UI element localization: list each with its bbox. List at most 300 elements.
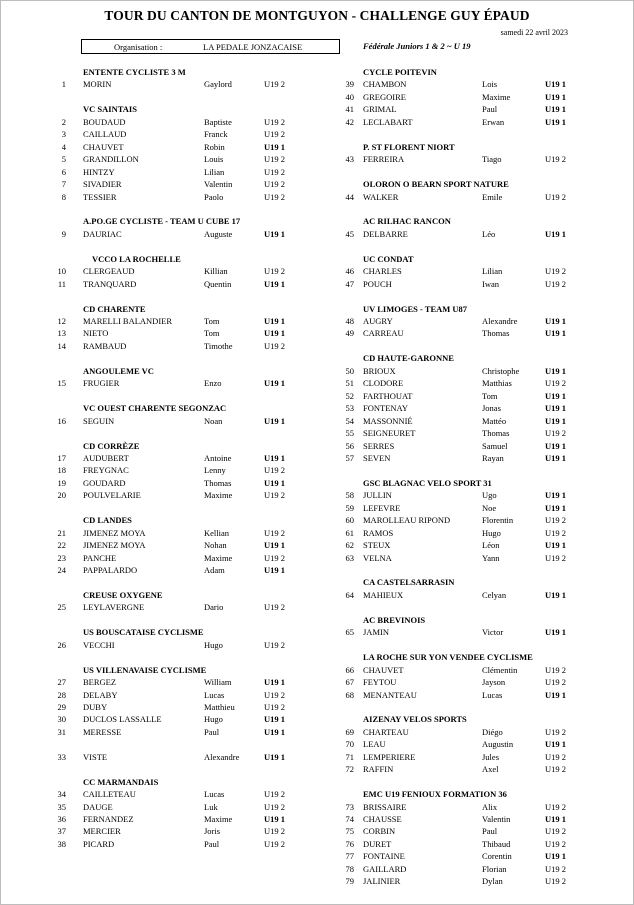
bib-number: 46 [345, 266, 354, 277]
bib-number: 55 [345, 428, 354, 439]
rider-first-name: Tom [482, 390, 498, 401]
rider-first-name: Paul [204, 838, 220, 849]
rider-last-name: FEYTOU [363, 677, 397, 688]
rider-first-name: Hugo [482, 527, 501, 538]
rider-last-name: SERRES [363, 440, 395, 451]
rider-category: U19 1 [264, 540, 286, 551]
rider-last-name: FERREIRA [363, 154, 405, 165]
rider-first-name: Tom [204, 328, 220, 339]
rider-first-name: Thibaud [482, 838, 511, 849]
rider-last-name: FREYGNAC [83, 465, 129, 476]
rider-first-name: Hugo [204, 714, 223, 725]
rider-first-name: Thomas [204, 477, 232, 488]
rider-first-name: Maxime [204, 552, 233, 563]
rider-category: U19 1 [264, 228, 286, 239]
bib-number: 28 [57, 689, 66, 700]
bib-number: 50 [345, 365, 354, 376]
rider-first-name: Jonas [482, 403, 501, 414]
rider-category: U19 1 [545, 116, 567, 127]
bib-number: 7 [61, 179, 66, 190]
rider-first-name: Franck [204, 129, 228, 140]
rider-category: U19 1 [545, 589, 567, 600]
team-name: CA CASTELSARRASIN [363, 577, 455, 588]
team-name: UV LIMOGES - TEAM U87 [363, 303, 468, 314]
rider-last-name: MERCIER [83, 826, 121, 837]
rider-first-name: Antoine [204, 452, 232, 463]
rider-category: U19 2 [264, 129, 286, 140]
rider-first-name: Tiago [482, 154, 502, 165]
rider-last-name: DUBY [83, 701, 108, 712]
bib-number: 37 [57, 826, 66, 837]
rider-category: U19 1 [545, 228, 567, 239]
rider-last-name: GREGOIRE [363, 91, 406, 102]
rider-category: U19 1 [264, 328, 286, 339]
rider-category: U19 1 [264, 814, 286, 824]
bib-number: 53 [345, 403, 354, 414]
bib-number: 15 [57, 378, 66, 389]
rider-first-name: Thomas [482, 328, 510, 339]
bib-number: 11 [57, 278, 66, 289]
bib-number: 29 [57, 701, 66, 712]
rider-first-name: Dario [204, 602, 224, 613]
rider-category: U19 2 [545, 552, 567, 563]
team-name: US VILLENAVAISE CYCLISME [83, 664, 207, 675]
rider-first-name: Enzo [204, 378, 222, 389]
bib-number: 58 [345, 490, 354, 501]
bib-number: 76 [345, 838, 354, 849]
bib-number: 77 [345, 851, 354, 862]
rider-first-name: Paul [482, 826, 498, 837]
bib-number: 59 [345, 502, 354, 513]
rider-first-name: Hugo [204, 639, 223, 650]
bib-number: 31 [57, 726, 66, 737]
rider-first-name: Maxime [204, 814, 233, 824]
bib-number: 18 [57, 465, 66, 476]
bib-number: 51 [345, 378, 354, 389]
rider-category: U19 1 [545, 502, 567, 513]
rider-first-name: William [204, 677, 232, 688]
rider-first-name: Auguste [204, 228, 233, 239]
bib-number: 33 [57, 751, 66, 762]
rider-category: U19 2 [545, 154, 567, 165]
rider-category: U19 2 [264, 838, 286, 849]
rider-category: U19 2 [264, 79, 286, 90]
rider-first-name: Lenny [204, 465, 226, 476]
rider-first-name: Christophe [482, 365, 520, 376]
rider-category: U19 2 [264, 166, 286, 177]
rider-first-name: Erwan [482, 116, 505, 127]
rider-last-name: DURET [363, 838, 392, 849]
bib-number: 61 [345, 527, 354, 538]
rider-last-name: VELNA [363, 552, 392, 563]
team-name: P. ST FLORENT NIORT [363, 141, 455, 152]
rider-last-name: TESSIER [83, 191, 117, 202]
rider-last-name: CAILLETEAU [83, 789, 136, 800]
rider-category: U19 2 [264, 639, 286, 650]
bib-number: 4 [61, 141, 66, 152]
rider-category: U19 1 [264, 278, 286, 289]
rider-category: U19 2 [545, 764, 567, 775]
rider-last-name: MASSONNIÉ [363, 415, 413, 426]
rider-last-name: MAROLLEAU RIPOND [363, 515, 451, 526]
rider-category: U19 2 [264, 689, 286, 700]
bib-number: 63 [345, 552, 354, 563]
bib-number: 34 [57, 789, 66, 800]
bib-number: 9 [61, 228, 66, 239]
rider-category: U19 1 [264, 714, 286, 725]
rider-last-name: GOUDARD [83, 477, 126, 488]
bib-number: 20 [57, 490, 66, 501]
rider-last-name: AUGRY [363, 316, 393, 326]
bib-number: 69 [345, 726, 354, 737]
rider-last-name: LECLABART [363, 116, 413, 127]
bib-number: 43 [345, 154, 354, 165]
rider-category: U19 1 [545, 689, 567, 700]
rider-last-name: BRIOUX [363, 365, 396, 376]
rider-last-name: DUCLOS LASSALLE [83, 714, 162, 725]
rider-category: U19 2 [545, 826, 567, 837]
rider-last-name: VECCHI [83, 639, 115, 650]
rider-last-name: CLERGEAUD [83, 266, 135, 277]
rider-last-name: PANCHE [83, 552, 117, 563]
rider-category: U19 2 [264, 340, 286, 351]
rider-last-name: SEIGNEURET [363, 428, 416, 439]
rider-first-name: Killian [204, 266, 228, 277]
rider-first-name: Louis [204, 154, 224, 165]
rider-category: U19 1 [545, 403, 567, 414]
rider-first-name: Adam [204, 565, 225, 575]
bib-number: 71 [345, 751, 354, 762]
bib-number: 66 [345, 664, 354, 675]
rider-last-name: LEAU [363, 739, 386, 750]
bib-number: 44 [345, 191, 354, 202]
bib-number: 1 [61, 79, 66, 90]
rider-last-name: RAMBAUD [83, 340, 127, 351]
rider-first-name: Lilian [482, 266, 503, 277]
bib-number: 79 [345, 876, 354, 887]
rider-last-name: RAMOS [363, 527, 394, 538]
rider-first-name: Rayan [482, 452, 504, 463]
rider-first-name: Luk [204, 801, 218, 812]
rider-first-name: Lois [482, 79, 498, 90]
rider-category: U19 2 [545, 515, 567, 526]
rider-category: U19 1 [264, 751, 286, 762]
rider-category: U19 2 [264, 191, 286, 202]
bib-number: 21 [57, 527, 66, 538]
rider-first-name: Baptiste [204, 116, 232, 127]
rider-first-name: Robin [204, 141, 225, 152]
rider-last-name: MERESSE [83, 726, 122, 737]
bib-number: 39 [345, 79, 354, 90]
bib-number: 52 [345, 390, 354, 401]
rider-category: U19 2 [545, 191, 567, 202]
rider-category: U19 1 [545, 490, 567, 501]
rider-first-name: Florian [482, 863, 507, 874]
rider-first-name: Lilian [204, 166, 225, 177]
rider-first-name: Noan [204, 415, 223, 426]
rider-category: U19 1 [545, 739, 567, 750]
rider-first-name: Maxime [482, 91, 511, 102]
rider-first-name: Lucas [482, 689, 503, 700]
rider-category: U19 2 [264, 527, 286, 538]
rider-last-name: HINTZY [83, 166, 115, 177]
rider-last-name: CHAUVET [83, 141, 124, 152]
rider-first-name: Jules [482, 751, 499, 762]
team-name: AC RILHAC RANCON [363, 216, 451, 227]
rider-last-name: CAILLAUD [83, 129, 127, 140]
rider-category: U19 1 [264, 415, 286, 426]
bib-number: 68 [345, 689, 354, 700]
rider-first-name: Thomas [482, 428, 510, 439]
bib-number: 67 [345, 677, 354, 688]
bib-number: 26 [57, 639, 66, 650]
rider-first-name: Augustin [482, 739, 514, 750]
rider-first-name: Axel [482, 764, 499, 775]
rider-last-name: BERGEZ [83, 677, 117, 688]
rider-last-name: DELBARRE [363, 228, 408, 239]
bib-number: 78 [345, 863, 354, 874]
rider-first-name: Lucas [204, 689, 225, 700]
bib-number: 14 [57, 340, 66, 351]
rider-last-name: TRANQUARD [83, 278, 137, 289]
team-name: OLORON O BEARN SPORT NATURE [363, 179, 509, 190]
bib-number: 27 [57, 677, 66, 688]
rider-last-name: LEFEVRE [363, 502, 401, 513]
rider-last-name: CHAMBON [363, 79, 407, 90]
bib-number: 73 [345, 801, 354, 812]
team-name: LA ROCHE SUR YON VENDEE CYCLISME [363, 652, 533, 663]
rider-last-name: JAMIN [363, 627, 389, 638]
rider-category: U19 1 [545, 814, 567, 824]
bib-number: 75 [345, 826, 354, 837]
rider-first-name: Emile [482, 191, 503, 202]
rider-last-name: DAUGE [83, 801, 113, 812]
bib-number: 16 [57, 415, 66, 426]
rider-first-name: Dylan [482, 876, 503, 887]
rider-first-name: Jayson [482, 677, 506, 688]
rider-first-name: Clémentin [482, 664, 518, 675]
rider-category: U19 2 [545, 378, 567, 389]
rider-last-name: FARTHOUAT [363, 390, 413, 401]
team-name: ANGOULEME VC [83, 365, 154, 376]
bib-number: 6 [61, 166, 66, 177]
rider-last-name: JIMENEZ MOYA [83, 527, 146, 538]
rider-first-name: Gaylord [204, 79, 232, 90]
rider-last-name: JIMENEZ MOYA [83, 540, 146, 551]
bib-number: 38 [57, 838, 66, 849]
rider-last-name: WALKER [363, 191, 399, 202]
rider-category: U19 1 [264, 726, 286, 737]
rider-category: U19 2 [264, 266, 286, 277]
team-name: VC OUEST CHARENTE SEGONZAC [83, 403, 227, 414]
team-name: CD LANDES [83, 515, 132, 526]
rider-first-name: Noe [482, 502, 497, 513]
bib-number: 45 [345, 228, 354, 239]
bib-number: 10 [57, 266, 66, 277]
bib-number: 60 [345, 515, 354, 526]
rider-first-name: Iwan [482, 278, 499, 289]
rider-category: U19 2 [545, 266, 567, 277]
bib-number: 49 [345, 328, 354, 339]
rider-last-name: BOUDAUD [83, 116, 126, 127]
rider-last-name: DAURIAC [83, 228, 122, 239]
rider-category: U19 1 [264, 452, 286, 463]
bib-number: 54 [345, 415, 354, 426]
rider-last-name: CHARTEAU [363, 726, 409, 737]
rider-last-name: MAHIEUX [363, 589, 404, 600]
rider-last-name: CHAUVET [363, 664, 404, 675]
rider-category: U19 2 [545, 751, 567, 762]
rider-category: U19 2 [545, 801, 567, 812]
rider-category: U19 2 [264, 552, 286, 563]
rider-last-name: CHARLES [363, 266, 402, 277]
rider-category: U19 2 [264, 154, 286, 165]
rider-first-name: Alexandre [482, 316, 518, 326]
team-name: CREUSE OXYGENE [83, 589, 163, 600]
bib-number: 2 [61, 116, 66, 127]
team-name: AIZENAY VELOS SPORTS [363, 714, 467, 725]
rider-last-name: SEGUIN [83, 415, 115, 426]
rider-first-name: Nohan [204, 540, 227, 551]
rider-first-name: Corentin [482, 851, 512, 862]
rider-first-name: Celyan [482, 589, 507, 600]
rider-first-name: Alexandre [204, 751, 240, 762]
team-name: ENTENTE CYCLISTE 3 M [83, 67, 186, 77]
rider-last-name: STEUX [363, 540, 391, 551]
page-title: TOUR DU CANTON DE MONTGUYON - CHALLENGE GUY ÉPAUD [104, 8, 530, 23]
rider-last-name: LEMPERIERE [363, 751, 416, 762]
rider-category: U19 1 [545, 316, 567, 326]
bib-number: 72 [345, 764, 354, 775]
rider-category: U19 1 [545, 627, 567, 638]
rider-category: U19 2 [264, 179, 286, 190]
rider-category: U19 2 [264, 701, 286, 712]
bib-number: 35 [57, 801, 66, 812]
rider-category: U19 1 [264, 477, 286, 488]
bib-number: 36 [57, 814, 66, 824]
rider-last-name: MARELLI BALANDIER [83, 316, 173, 326]
rider-last-name: RAFFIN [363, 764, 394, 775]
rider-first-name: Paolo [204, 191, 224, 202]
bib-number: 70 [345, 739, 354, 750]
rider-category: U19 2 [545, 838, 567, 849]
rider-first-name: Joris [204, 826, 221, 837]
rider-last-name: CHAUSSE [363, 814, 402, 824]
rider-category: U19 1 [545, 452, 567, 463]
organisation-value: LA PEDALE JONZACAISE [203, 42, 303, 52]
rider-last-name: CORBIN [363, 826, 396, 837]
team-name: VC SAINTAIS [83, 104, 137, 115]
rider-first-name: Tom [204, 316, 220, 326]
rider-first-name: Matthias [482, 378, 512, 389]
rider-first-name: Léo [482, 228, 496, 239]
rider-first-name: Samuel [482, 440, 508, 451]
rider-category: U19 1 [545, 440, 567, 451]
rider-last-name: LEYLAVERGNE [83, 602, 145, 613]
rider-first-name: Valentin [482, 814, 511, 824]
team-name: CD CHARENTE [83, 303, 146, 314]
rider-last-name: FERNANDEZ [83, 814, 134, 824]
rider-first-name: Victor [482, 627, 504, 638]
team-name: CD HAUTE-GARONNE [363, 353, 454, 364]
rider-last-name: JULLIN [363, 490, 392, 501]
bib-number: 64 [345, 589, 354, 600]
bib-number: 56 [345, 440, 354, 451]
rider-category: U19 2 [264, 490, 286, 501]
rider-last-name: CLODORE [363, 378, 404, 389]
rider-category: U19 2 [264, 465, 286, 476]
rider-first-name: Kellian [204, 527, 230, 538]
bib-number: 41 [345, 104, 354, 115]
rider-category: U19 1 [545, 79, 567, 90]
bib-number: 12 [57, 316, 66, 326]
bib-number: 62 [345, 540, 354, 551]
rider-category: U19 2 [264, 826, 286, 837]
rider-first-name: Léon [482, 540, 500, 551]
rider-last-name: FONTAINE [363, 851, 405, 862]
organisation-box [81, 39, 340, 54]
rider-first-name: Diégo [482, 726, 503, 737]
rider-category: U19 2 [545, 664, 567, 675]
rider-category: U19 2 [545, 278, 567, 289]
category-label: Fédérale Juniors 1 & 2 ~ U 19 [363, 41, 471, 51]
rider-last-name: CARREAU [363, 328, 404, 339]
bib-number: 42 [345, 116, 354, 127]
rider-category: U19 2 [264, 602, 286, 613]
bib-number: 74 [345, 814, 354, 824]
rider-category: U19 2 [545, 428, 567, 439]
team-name: US BOUSCATAISE CYCLISME [83, 627, 204, 638]
rider-last-name: BRISSAIRE [363, 801, 407, 812]
rider-category: U19 1 [264, 565, 286, 575]
bib-number: 57 [345, 452, 354, 463]
bib-number: 23 [57, 552, 66, 563]
race-date: samedi 22 avril 2023 [500, 28, 568, 37]
bib-number: 24 [57, 565, 66, 575]
team-name: VCCO LA ROCHELLE [92, 253, 181, 264]
rider-first-name: Florentin [482, 515, 514, 526]
rider-last-name: GRIMAL [363, 104, 397, 115]
bib-number: 19 [57, 477, 66, 488]
bib-number: 48 [345, 316, 354, 326]
rider-category: U19 2 [264, 789, 286, 800]
rider-category: U19 1 [545, 415, 567, 426]
organisation-label: Organisation : [114, 42, 163, 52]
rider-category: U19 1 [545, 328, 567, 339]
bib-number: 65 [345, 627, 354, 638]
rider-category: U19 2 [264, 116, 286, 127]
rider-category: U19 1 [264, 677, 286, 688]
rider-last-name: POUCH [363, 278, 392, 289]
rider-first-name: Lucas [204, 789, 225, 800]
rider-category: U19 1 [545, 365, 567, 376]
rider-category: U19 2 [545, 876, 567, 887]
rider-last-name: DELABY [83, 689, 118, 700]
bib-number: 47 [345, 278, 354, 289]
rider-first-name: Timothe [204, 340, 233, 351]
bib-number: 25 [57, 602, 66, 613]
rider-first-name: Maxime [204, 490, 233, 501]
rider-first-name: Paul [204, 726, 220, 737]
rider-category: U19 1 [545, 104, 567, 115]
rider-category: U19 2 [545, 677, 567, 688]
rider-category: U19 2 [545, 527, 567, 538]
rider-last-name: NIETO [83, 328, 109, 339]
rider-first-name: Paul [482, 104, 498, 115]
team-name: EMC U19 FENIOUX FORMATION 36 [363, 789, 507, 800]
rider-last-name: MENANTEAU [363, 689, 417, 700]
rider-last-name: SIVADIER [83, 179, 122, 190]
